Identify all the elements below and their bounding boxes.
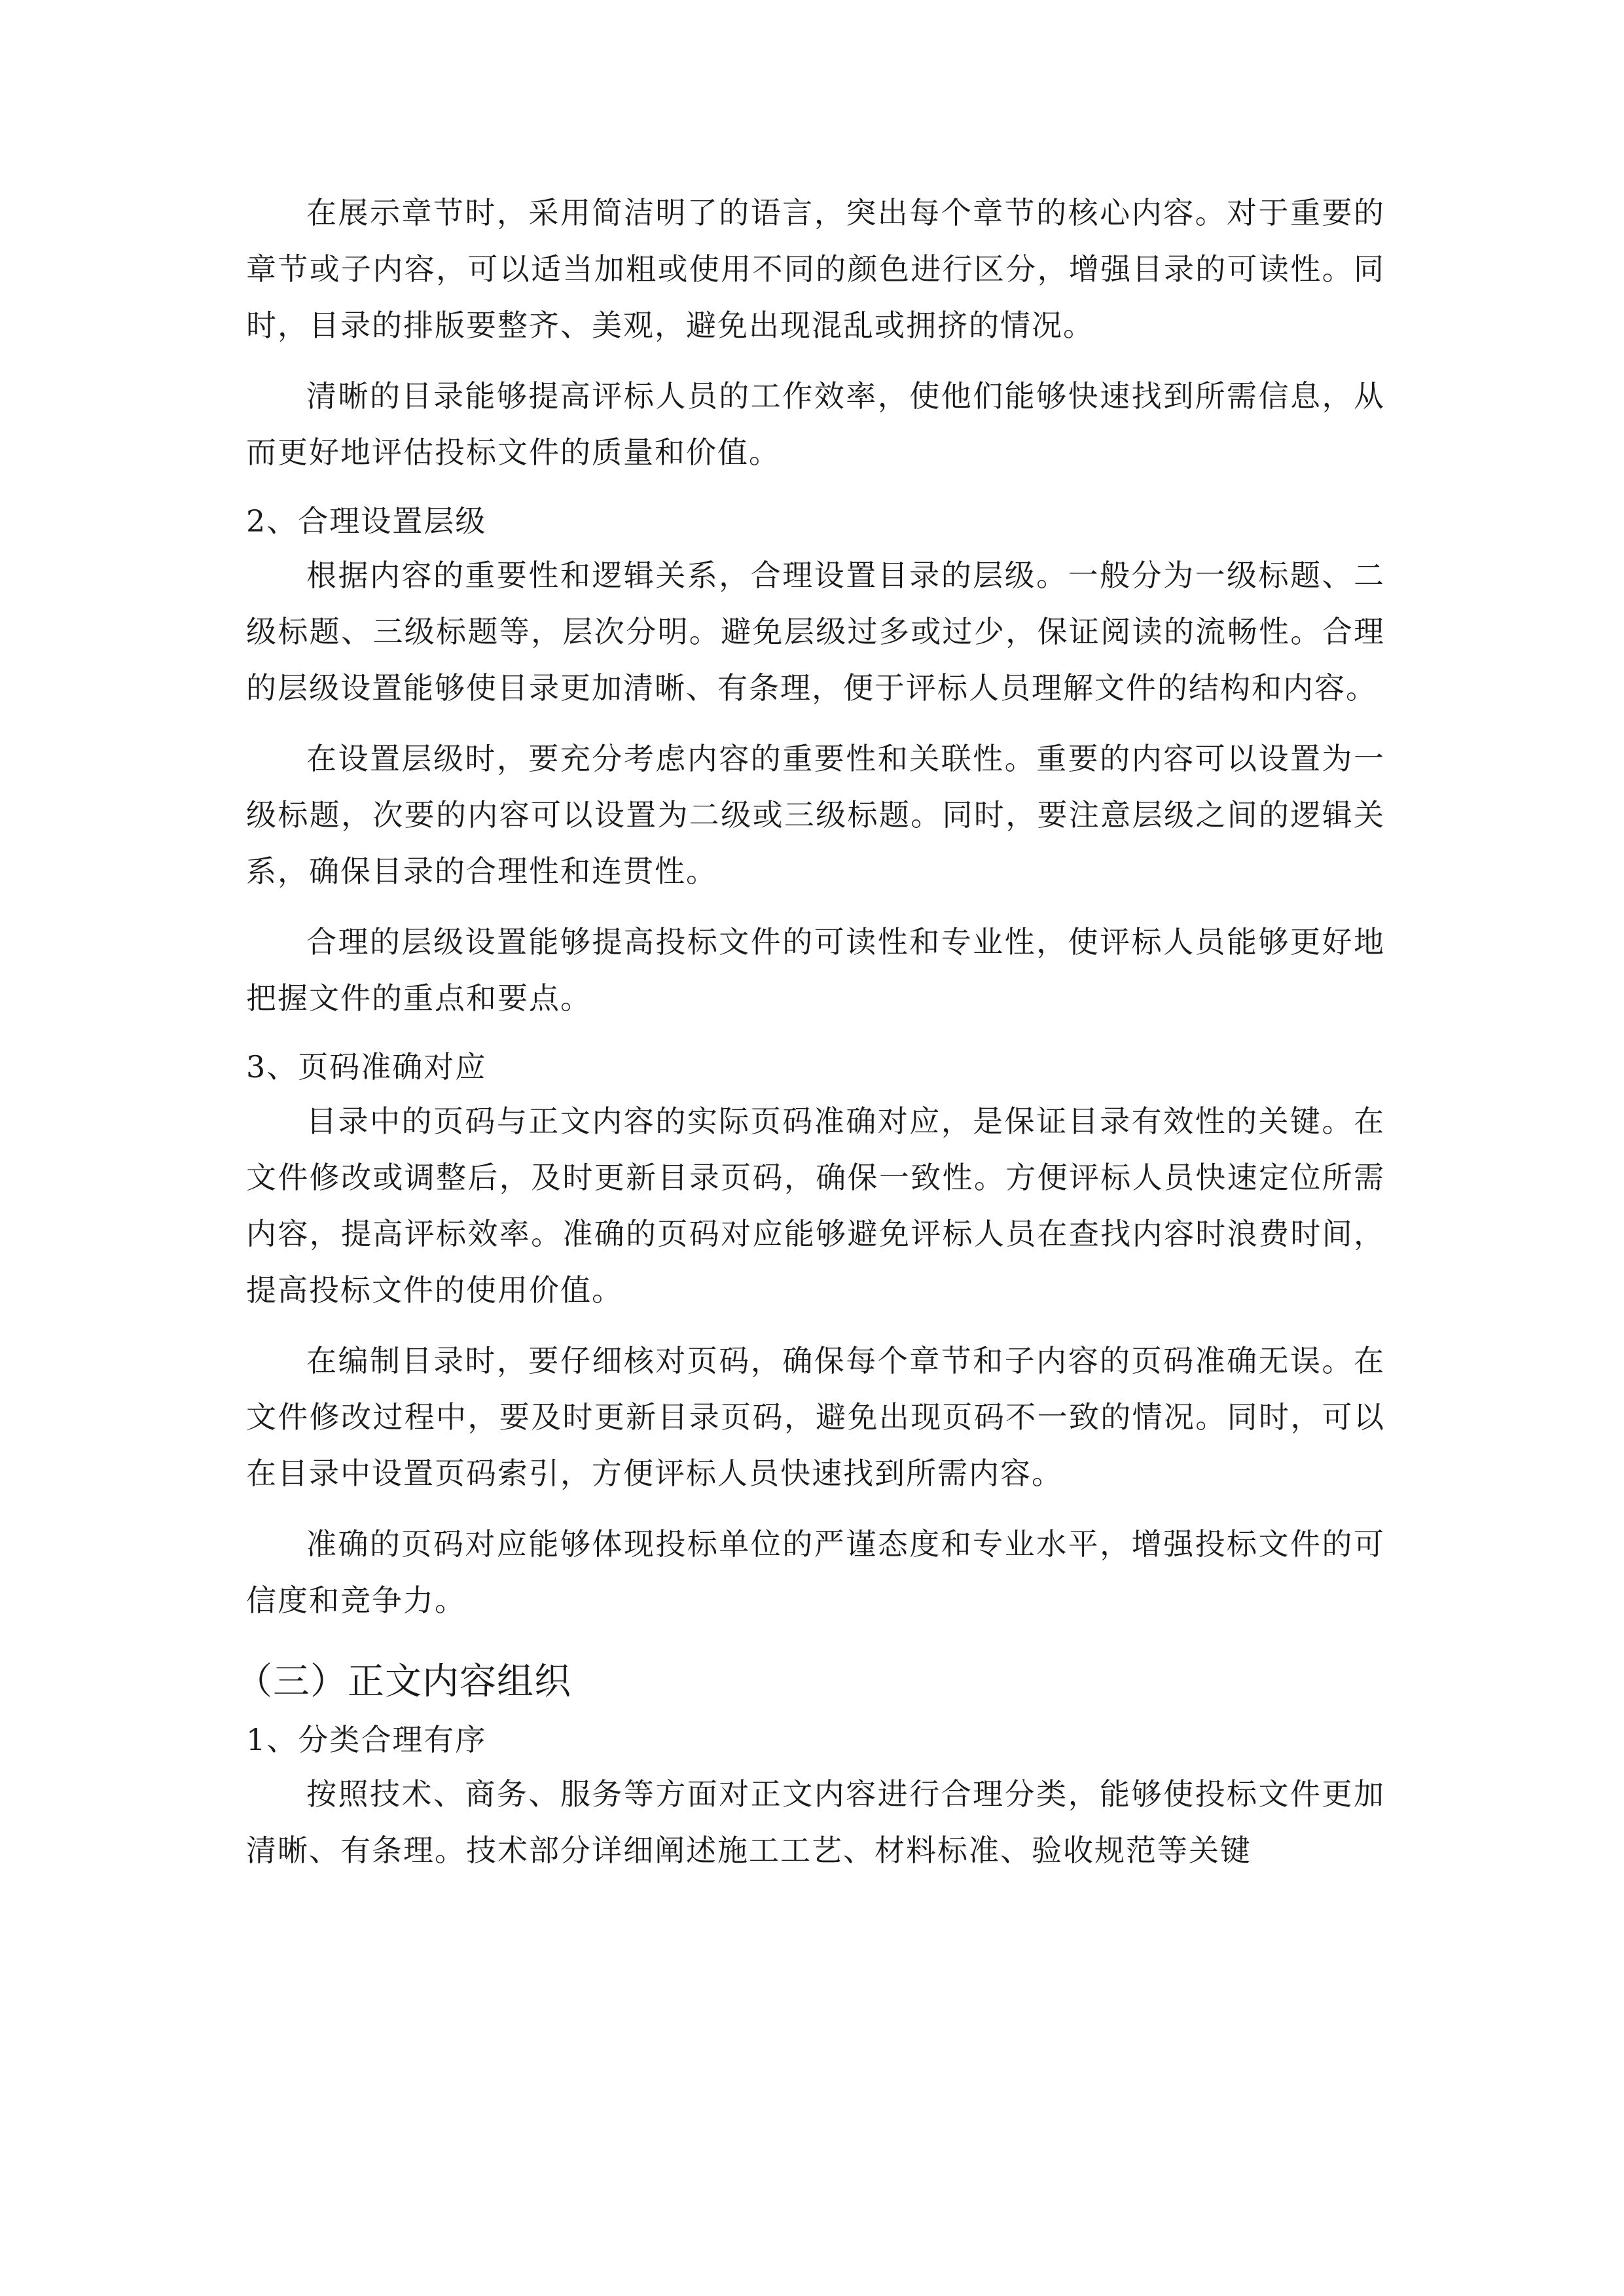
section-heading: （三）正文内容组织 [236,1660,571,1703]
subheading-page-numbers: 3、页码准确对应 [246,1049,487,1085]
body-paragraph: 准确的页码对应能够体现投标单位的严谨态度和专业水平，增强投标文件的可信度和竞争力。 [246,1526,1385,1618]
subheading-levels: 2、合理设置层级 [246,503,487,539]
body-paragraph: 目录中的页码与正文内容的实际页码准确对应，是保证目录有效性的关键。在文件修改或调整后，及时更新目录页码，确保一致性。方便评标人员快速定位所需内容，提高评标效率。准确的页码对应能够避免评标人员在查找内容时浪费时间，提高投标文件的使用价值。 [246,1103,1385,1308]
document-body [236,185,1385,1893]
body-paragraph: 在展示章节时，采用简洁明了的语言，突出每个章节的核心内容。对于重要的章节或子内容，可以适当加粗或使用不同的颜色进行区分，增强目录的可读性。同时，目录的排版要整齐、美观，避免出现混乱或拥挤的情况。 [246,195,1385,343]
body-paragraph: 合理的层级设置能够提高投标文件的可读性和专业性，使评标人员能够更好地把握文件的重点和要点。 [246,924,1385,1016]
body-paragraph: 根据内容的重要性和逻辑关系，合理设置目录的层级。一般分为一级标题、二级标题、三级标题等，层次分明。避免层级过多或过少，保证阅读的流畅性。合理的层级设置能够使目录更加清晰、有条理，便于评标人员理解文件的结构和内容。 [246,558,1385,706]
subheading-classification: 1、分类合理有序 [246,1722,487,1757]
body-paragraph: 在设置层级时，要充分考虑内容的重要性和关联性。重要的内容可以设置为一级标题，次要的内容可以设置为二级或三级标题。同时，要注意层级之间的逻辑关系，确保目录的合理性和连贯性。 [246,741,1385,889]
body-paragraph: 在编制目录时，要仔细核对页码，确保每个章节和子内容的页码准确无误。在文件修改过程中，要及时更新目录页码，避免出现页码不一致的情况。同时，可以在目录中设置页码索引，方便评标人员快速找到所需内容。 [246,1343,1385,1491]
body-paragraph: 清晰的目录能够提高评标人员的工作效率，使他们能够快速找到所需信息，从而更好地评估投标文件的质量和价值。 [246,378,1385,470]
body-paragraph: 按照技术、商务、服务等方面对正文内容进行合理分类，能够使投标文件更加清晰、有条理。技术部分详细阐述施工工艺、材料标准、验收规范等关键 [246,1776,1385,1868]
